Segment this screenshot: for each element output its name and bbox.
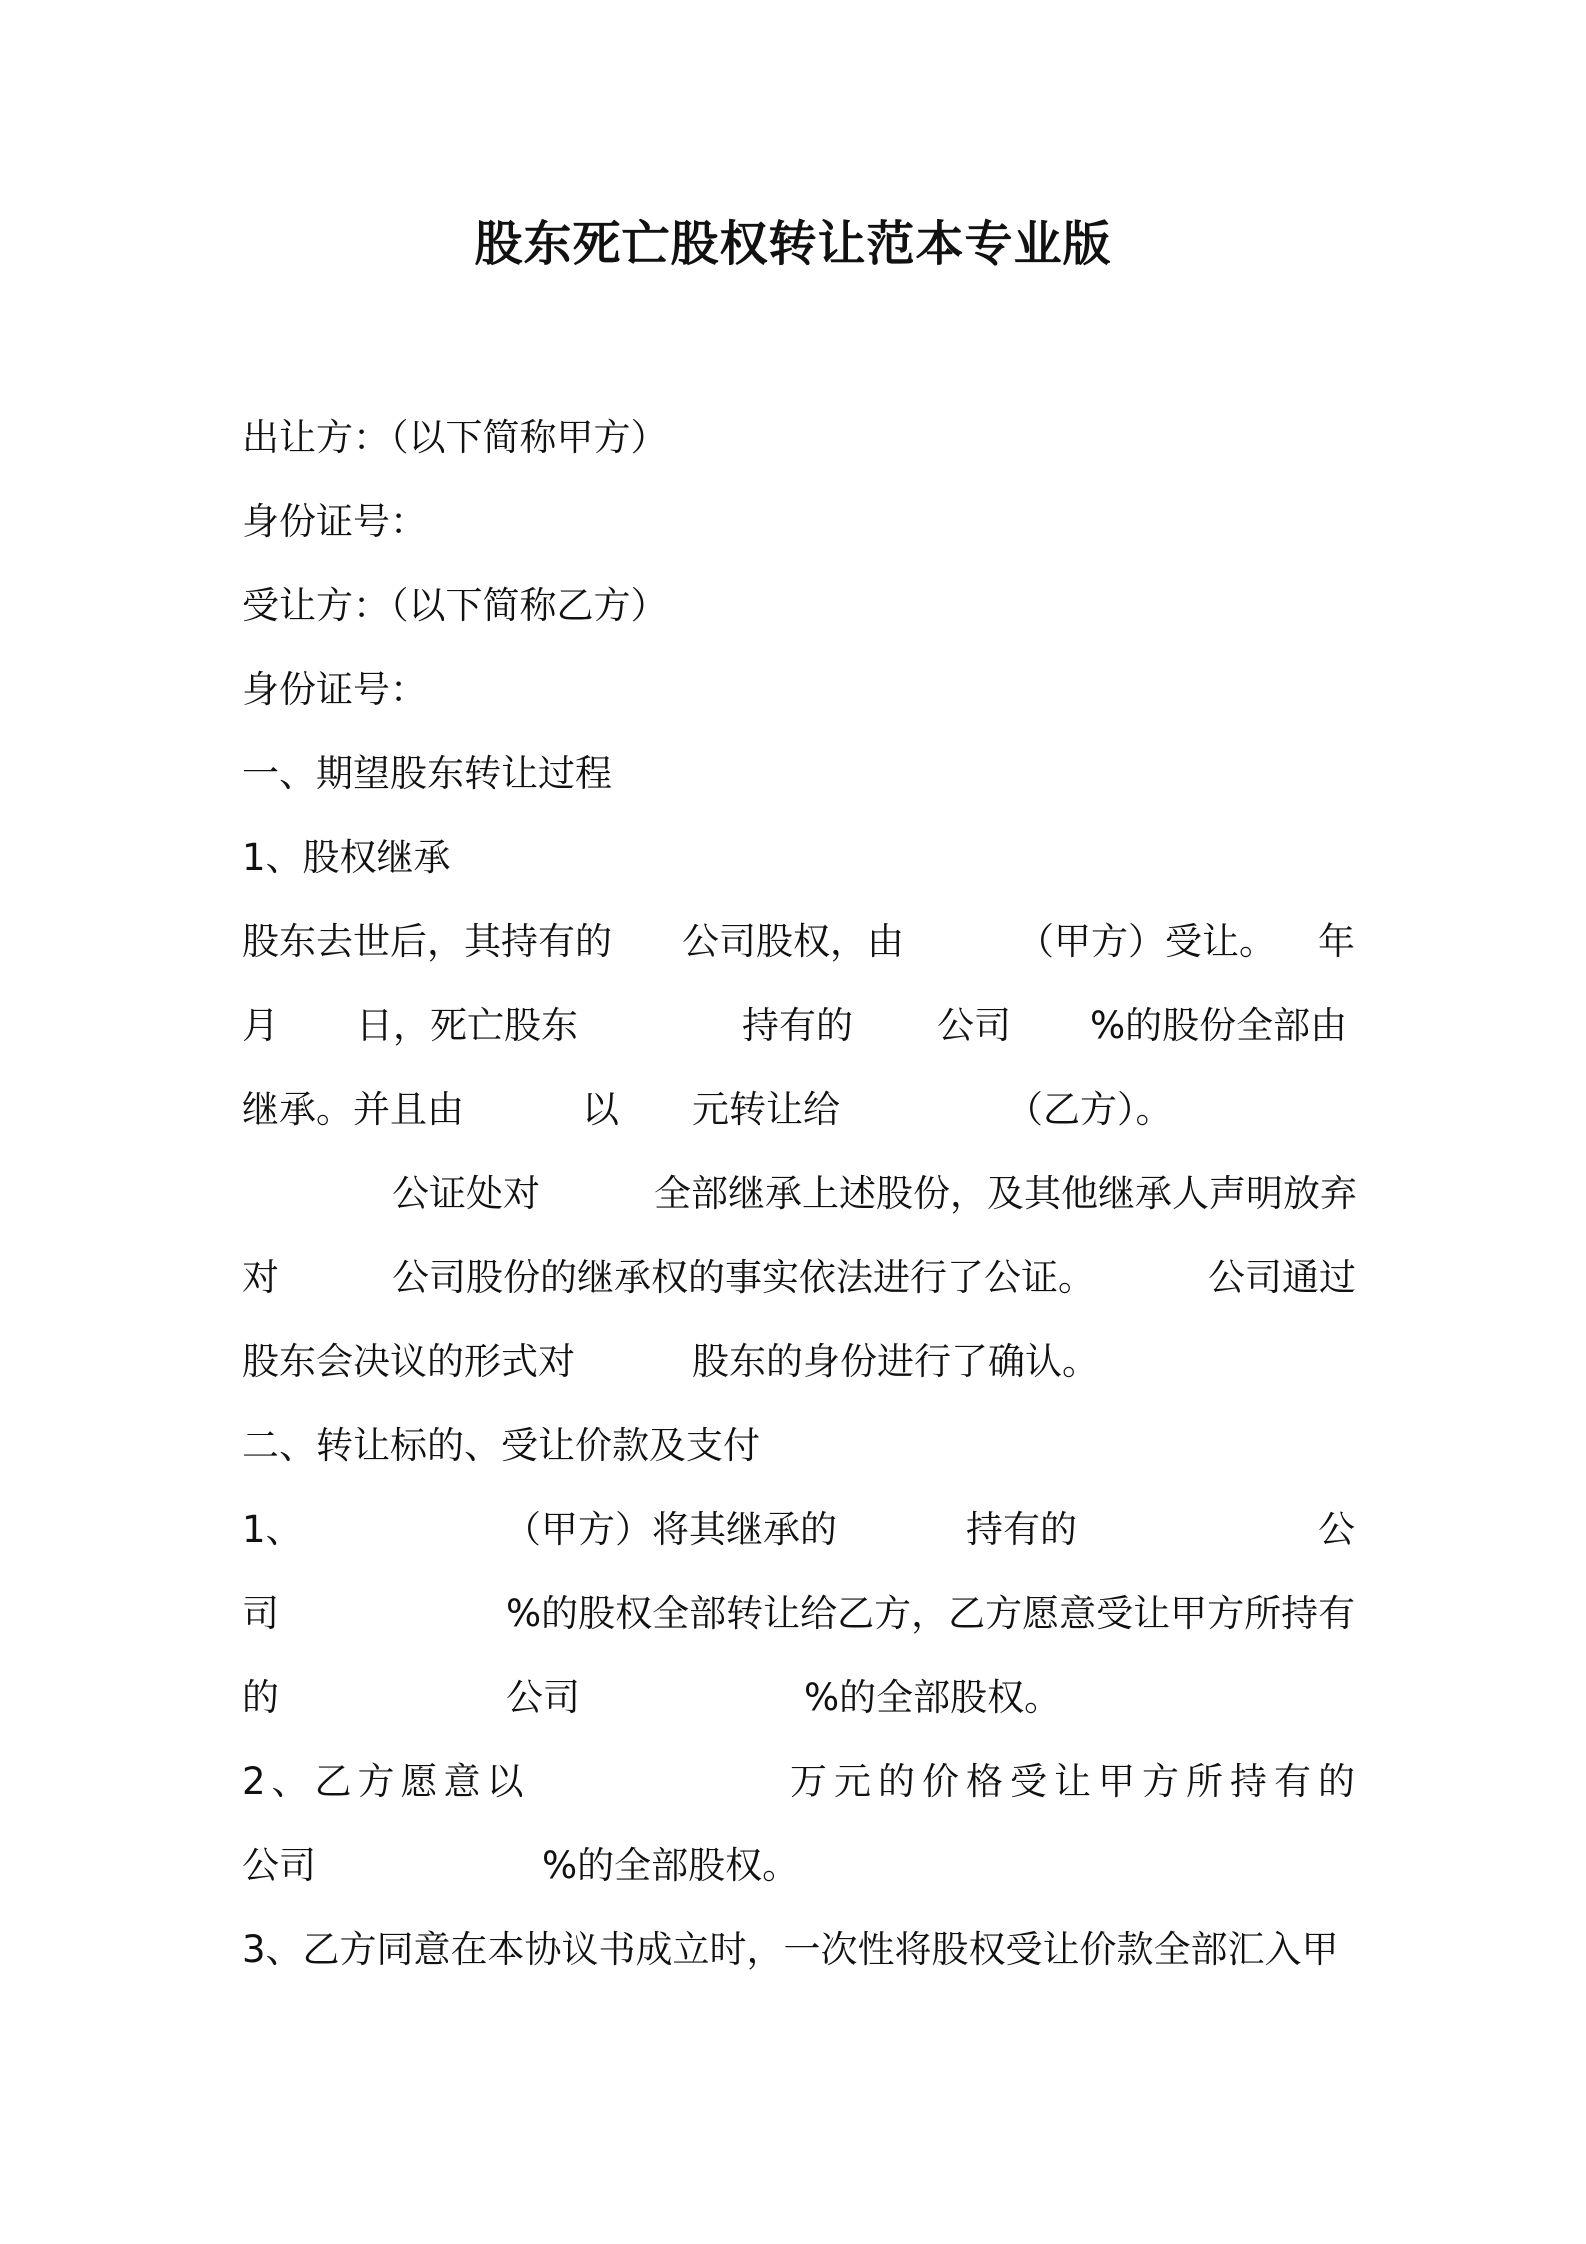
text-segment: 全部继承上述股份，及其他继承人声明放弃: [654, 1172, 1357, 1215]
text-segment: %的股权全部转让给乙方，乙方愿意受让甲方所持有: [506, 1592, 1356, 1635]
text-segment: %的全部股权。: [804, 1676, 1062, 1719]
text-segment: 股东去世后，其持有的: [242, 920, 612, 963]
transferor-id-label: 身份证号：: [242, 500, 427, 543]
text-segment: 公司股份的继承权的事实依法进行了公证。: [392, 1256, 1095, 1299]
transferee-label: 受让方：（以下简称乙方）: [242, 584, 668, 627]
text-segment: 3、乙方同意在本协议书成立时，一次性将股权受让价款全部汇入甲: [242, 1928, 1339, 1971]
transferee-id-label: 身份证号：: [242, 668, 427, 711]
text-segment: （乙方）。: [1006, 1088, 1173, 1131]
text-segment: 司: [242, 1592, 279, 1635]
text-segment: 股东会决议的形式对: [242, 1340, 575, 1383]
document-title: 股东死亡股权转让范本专业版: [474, 216, 1112, 272]
text-segment: 公司股权，由: [682, 920, 904, 963]
transferor-label: 出让方：（以下简称甲方）: [242, 416, 668, 459]
text-segment: %的股份全部由: [1090, 1004, 1348, 1047]
text-segment: 日，死亡股东: [356, 1004, 578, 1047]
text-segment: 的: [242, 1676, 279, 1719]
text-segment: 持有的: [742, 1004, 853, 1047]
text-segment: 公: [1318, 1508, 1355, 1551]
text-segment: （甲方）将其继承的: [504, 1508, 837, 1551]
text-segment: （甲方）受让。: [1017, 920, 1276, 963]
text-segment: 公司: [506, 1676, 580, 1719]
text-segment: 1、: [242, 1508, 303, 1551]
text-segment: 持有的: [966, 1508, 1077, 1551]
section2-heading-text: 二、转让标的、受让价款及支付: [242, 1424, 760, 1467]
text-segment: 公司: [937, 1004, 1011, 1047]
text-segment: 继承。并且由: [242, 1088, 464, 1131]
text-segment: 万元的价格受让甲方所持有的: [790, 1760, 1362, 1803]
text-segment: 对: [242, 1256, 279, 1299]
text-segment: 元转让给: [692, 1088, 840, 1131]
text-segment: 年: [1318, 920, 1355, 963]
text-segment: 公证处对: [392, 1172, 540, 1215]
text-segment: 公司: [242, 1844, 316, 1887]
text-segment: 月: [242, 1004, 279, 1047]
text-segment: 2、乙方愿意以: [242, 1760, 530, 1803]
section1-sub1-text: 1、股权继承: [242, 836, 451, 879]
text-segment: %的全部股权。: [542, 1844, 800, 1887]
text-segment: 股东的身份进行了确认。: [692, 1340, 1099, 1383]
text-segment: 以: [582, 1088, 619, 1131]
section1-heading-text: 一、期望股东转让过程: [242, 752, 612, 795]
text-segment: 公司通过: [1208, 1256, 1356, 1299]
